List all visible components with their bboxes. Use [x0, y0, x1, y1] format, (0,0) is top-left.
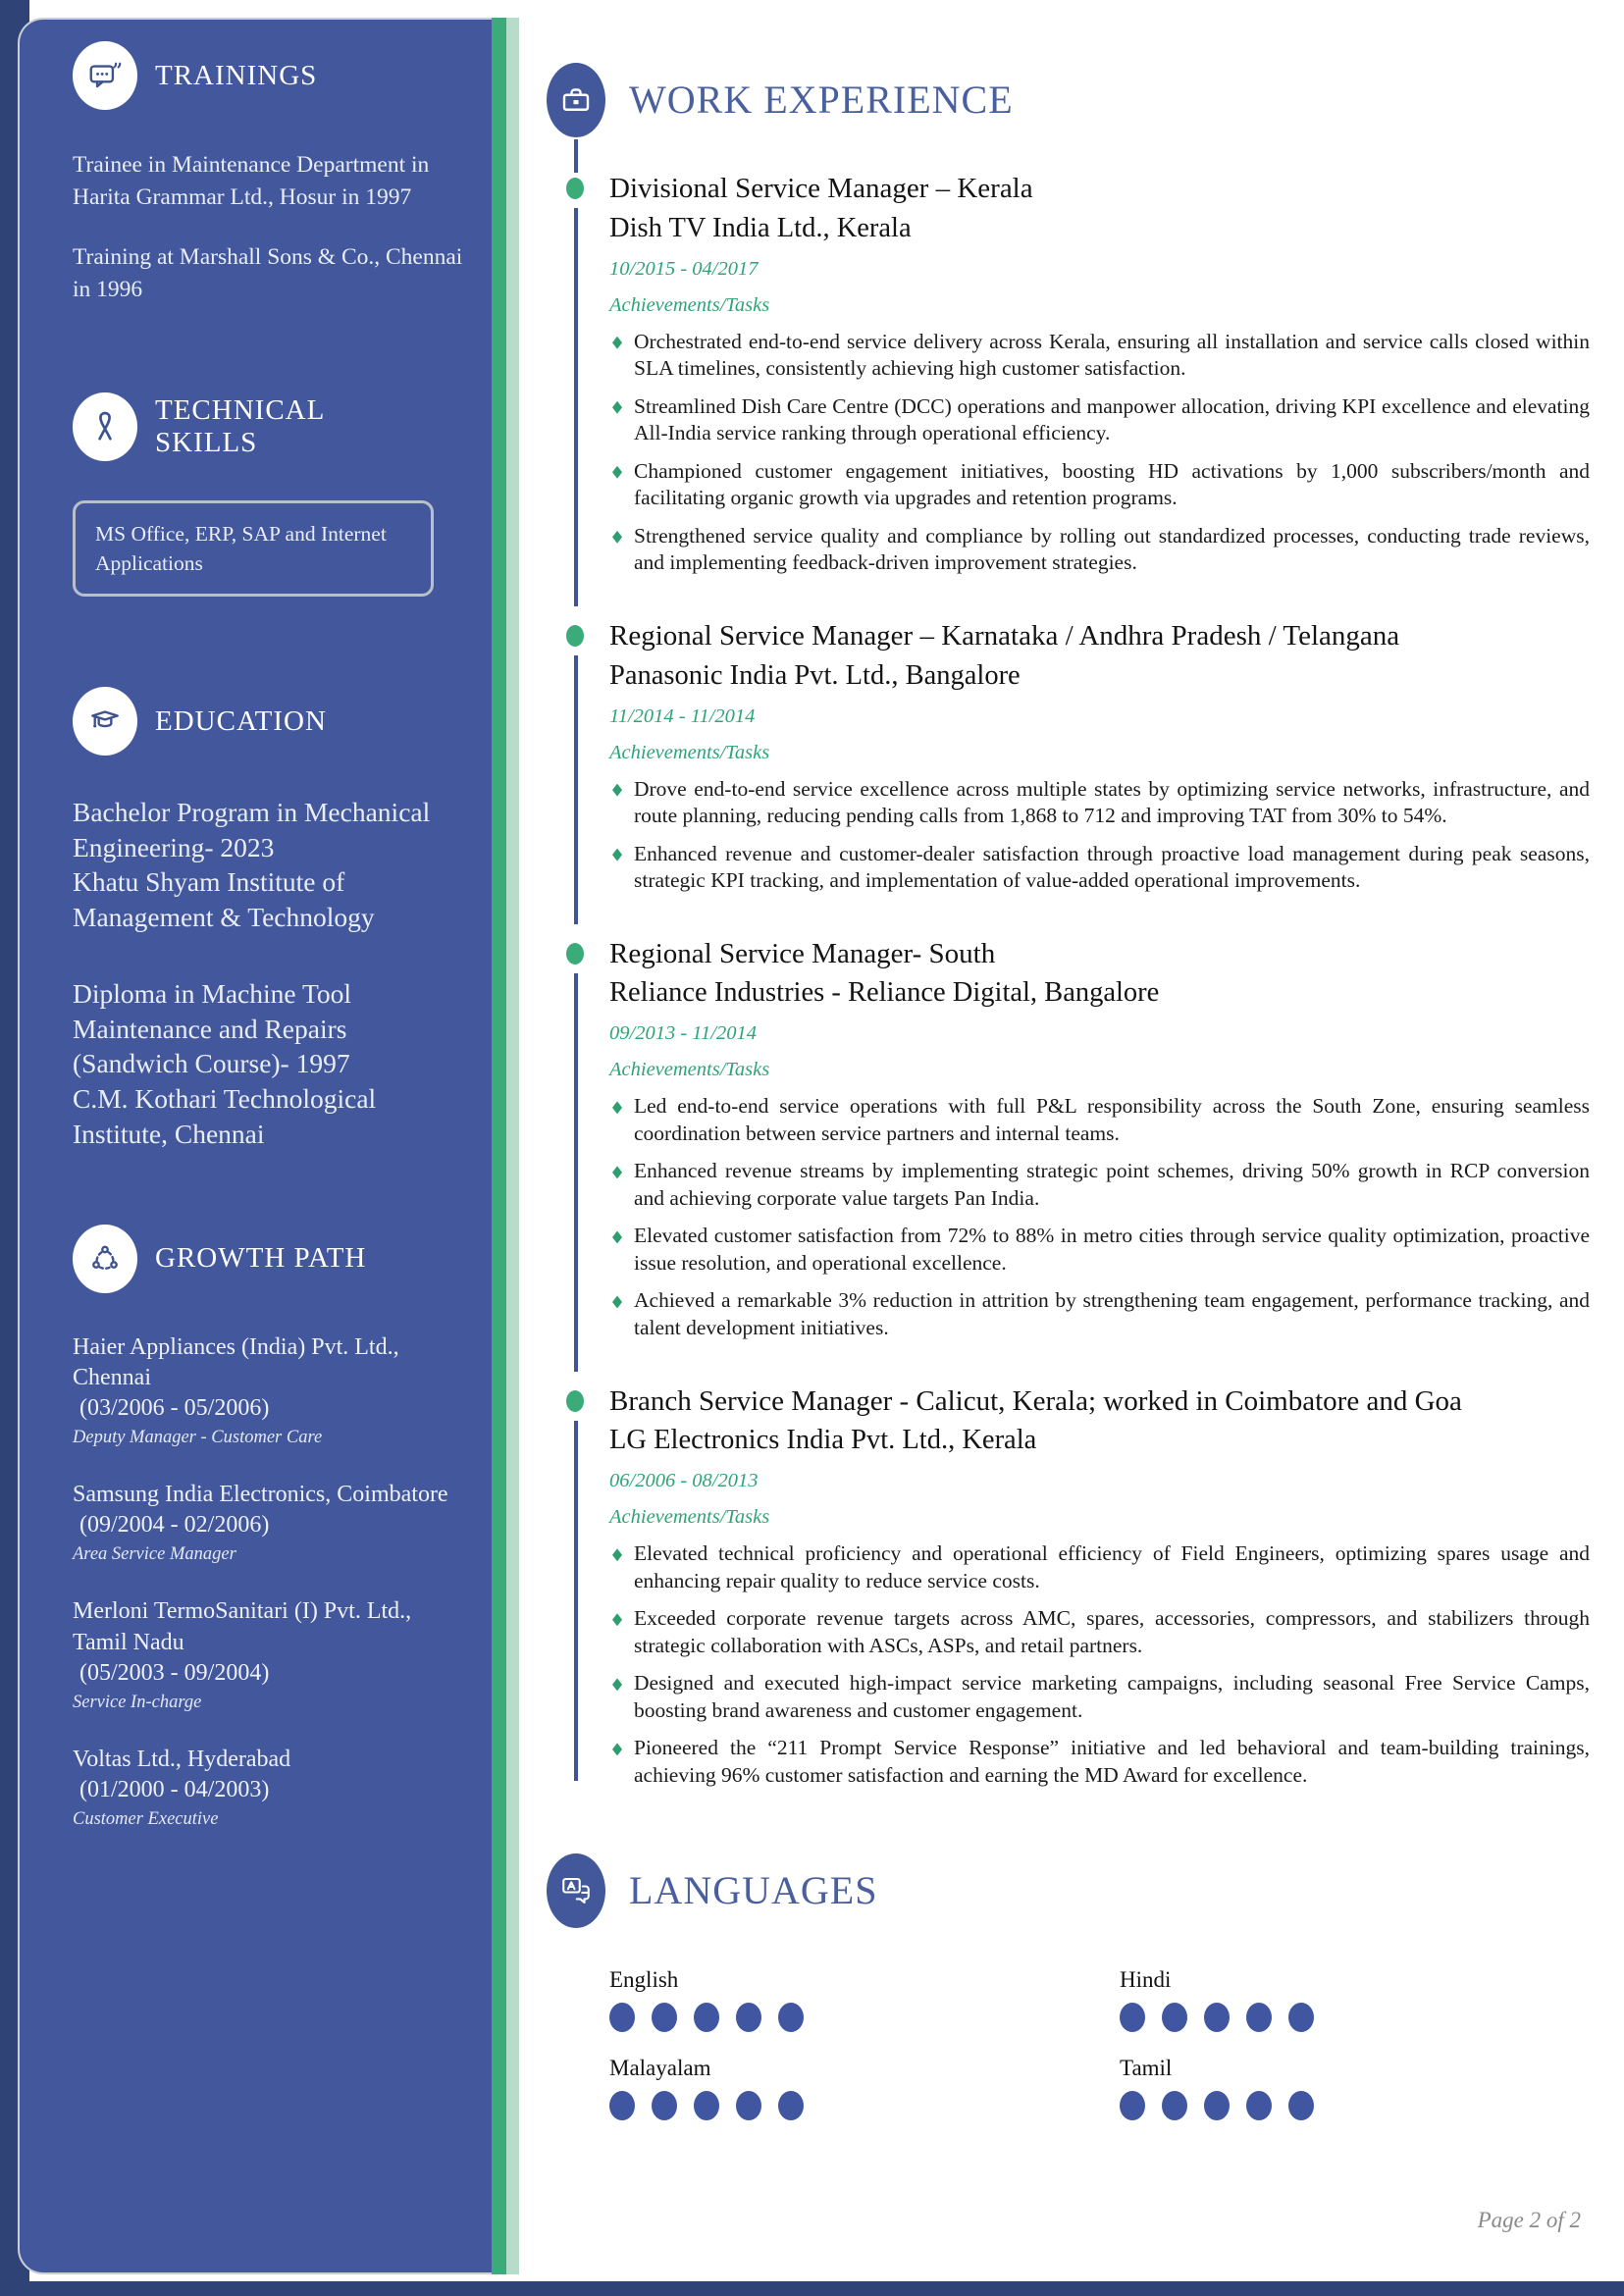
sidebar-section-title: TECHNICAL SKILLS: [155, 394, 325, 458]
growth-company: Samsung India Electronics, Coimbatore: [73, 1482, 448, 1508]
job-entry: [547, 936, 1590, 1342]
briefcase-icon: [547, 63, 605, 137]
languages-header: [547, 1853, 1590, 1928]
timeline-dot: [566, 1390, 584, 1412]
language-name: Malayalam: [609, 2056, 711, 2081]
language-level-dot: [1120, 2003, 1145, 2032]
job-company: Dish TV India Ltd., Kerala: [609, 212, 912, 243]
languages-grid: [547, 1967, 1590, 2120]
language-level-dot: [694, 2091, 719, 2120]
growth-company: Merloni TermoSanitari (I) Pvt. Ltd., Tamil Nadu: [73, 1598, 412, 1655]
accent-stripe-dark-green: [492, 18, 506, 2274]
language-level-dot: [778, 2003, 804, 2032]
achievements-label: Achievements/Tasks: [609, 1059, 770, 1081]
sidebar-section-growth-path: [73, 1225, 466, 1833]
training-item: Training at Marshall Sons & Co., Chennai in 1996: [73, 243, 463, 302]
timeline-dot: [566, 178, 584, 199]
job-entry: [547, 618, 1590, 895]
job-dates: 09/2013 - 11/2014: [609, 1022, 757, 1045]
timeline-dot: [566, 943, 584, 965]
language-item: [609, 1967, 1120, 2032]
language-level-dot: [1120, 2091, 1145, 2120]
achievements-label: Achievements/Tasks: [609, 741, 770, 763]
language-item: [1120, 2056, 1624, 2120]
job-company: Reliance Industries - Reliance Digital, Bangalore: [609, 977, 1160, 1009]
education-school: Khatu Shyam Institute of Management & Technology: [73, 866, 375, 932]
growth-path-entry: [73, 1332, 466, 1451]
growth-role: Area Service Manager: [73, 1544, 236, 1565]
language-level-dot: [1288, 2091, 1314, 2120]
job-dates: 10/2015 - 04/2017: [609, 257, 759, 280]
job-bullet: Enhanced revenue streams by implementing strategic point schemes, driving 50% growth in RCP conversion and achieving corporate value targets Pan India.: [609, 1158, 1590, 1212]
job-bullet: Championed customer engagement initiatives, boosting HD activations by 1,000 subscribers/month and facilitating organic growth via upgrades and retention programs.: [609, 458, 1590, 512]
page-number: Page 2 of 2: [1477, 2208, 1581, 2232]
sidebar-section-title: GROWTH PATH: [155, 1242, 367, 1275]
job-title: Regional Service Manager- South: [609, 937, 996, 969]
accent-stripe-light-green: [506, 18, 519, 2274]
education-header: [73, 687, 466, 756]
job-title: Branch Service Manager - Calicut, Kerala; worked in Coimbatore and Goa: [609, 1384, 1462, 1417]
chat-quote-icon: [73, 41, 137, 110]
page-bottom-edge-bar: [0, 2281, 1624, 2296]
job-bullet: Elevated technical proficiency and operational efficiency of Field Engineers, optimizing spares usage and enhancing repair quality to reduce service costs.: [609, 1540, 1590, 1594]
growth-dates: (03/2006 - 05/2006): [79, 1394, 270, 1421]
trainings-header: [73, 41, 466, 110]
job-bullet: Led end-to-end service operations with full P&L responsibility across the South Zone, ensuring seamless coordination between service partners and internal teams.: [609, 1093, 1590, 1147]
growth-role: Service In-charge: [73, 1692, 202, 1712]
job-bullet: Streamlined Dish Care Centre (DCC) operations and manpower allocation, driving KPI excellence and elevating All-India service ranking through operational efficiency.: [609, 393, 1590, 447]
job-bullets: [609, 1093, 1590, 1341]
network-icon: [73, 1225, 137, 1293]
timeline-connector: [574, 139, 578, 173]
achievements-label: Achievements/Tasks: [609, 293, 770, 316]
translate-icon: [547, 1853, 605, 1928]
education-degree: Diploma in Machine Tool Maintenance and Repairs (Sandwich Course)- 1997: [73, 977, 351, 1079]
language-item: [1120, 1967, 1624, 2032]
technical-skills-box: MS Office, ERP, SAP and Internet Applications: [73, 500, 434, 597]
language-level-dot: [778, 2091, 804, 2120]
job-bullets: [609, 776, 1590, 895]
growth-role: Deputy Manager - Customer Care: [73, 1428, 323, 1448]
language-name: Tamil: [1120, 2056, 1173, 2081]
job-title: Regional Service Manager – Karnataka / Andhra Pradesh / Telangana: [609, 619, 1400, 652]
work-experience-section: [547, 63, 1590, 1789]
education-entry: [73, 795, 466, 935]
job-bullet: Designed and executed high-impact service marketing campaigns, including seasonal Free Service Camps, boosting brand awareness and customer engagement.: [609, 1670, 1590, 1724]
language-level-dot: [609, 2003, 635, 2032]
growth-role: Customer Executive: [73, 1809, 219, 1830]
language-level: [609, 2003, 1120, 2032]
language-item: [609, 2056, 1120, 2120]
language-level-dot: [1246, 2003, 1272, 2032]
growth-company: Haier Appliances (India) Pvt. Ltd., Chennai: [73, 1333, 399, 1390]
section-title: WORK EXPERIENCE: [629, 78, 1014, 122]
language-level-dot: [694, 2003, 719, 2032]
sidebar-section-technical-skills: [73, 392, 466, 597]
education-school: C.M. Kothari Technological Institute, Chennai: [73, 1083, 377, 1149]
job-dates: 11/2014 - 11/2014: [609, 704, 756, 727]
growth-path-entry: [73, 1480, 466, 1567]
language-level-dot: [652, 2091, 677, 2120]
technical-skills-header: [73, 392, 466, 461]
job-entry: [547, 171, 1590, 577]
language-level: [1120, 2003, 1624, 2032]
job-dates: 06/2006 - 08/2013: [609, 1470, 759, 1492]
education-entry: [73, 976, 466, 1152]
timeline-dot: [566, 625, 584, 647]
job-bullet: Achieved a remarkable 3% reduction in attrition by strengthening team engagement, performance tracking, and talent development initiatives.: [609, 1287, 1590, 1341]
language-level: [1120, 2091, 1624, 2120]
sidebar-section-title: EDUCATION: [155, 704, 327, 737]
achievements-label: Achievements/Tasks: [609, 1506, 770, 1529]
language-level-dot: [652, 2003, 677, 2032]
graduation-cap-icon: [73, 687, 137, 756]
sidebar-section-title: TRAININGS: [155, 59, 318, 91]
section-title: LANGUAGES: [629, 1868, 878, 1913]
language-level-dot: [1288, 2003, 1314, 2032]
job-bullets: [609, 329, 1590, 577]
language-level-dot: [1162, 2091, 1187, 2120]
language-name: Hindi: [1120, 1967, 1172, 1993]
sidebar-section-trainings: [73, 41, 466, 306]
job-bullet: Drove end-to-end service excellence across multiple states by optimizing service networks, infrastructure, and route planning, reducing pending calls from 1,868 to 712 and improving TAT from 30% to 54%.: [609, 776, 1590, 830]
job-bullet: Orchestrated end-to-end service delivery across Kerala, ensuring all installation and service calls closed within SLA timelines, consistently achieving high customer satisfaction.: [609, 329, 1590, 383]
education-degree: Bachelor Program in Mechanical Engineering- 2023: [73, 796, 431, 862]
language-level-dot: [1162, 2003, 1187, 2032]
language-level-dot: [1246, 2091, 1272, 2120]
growth-company: Voltas Ltd., Hyderabad: [73, 1746, 291, 1772]
language-level-dot: [1204, 2003, 1230, 2032]
languages-section: [547, 1853, 1590, 2120]
growth-path-entry: [73, 1745, 466, 1832]
language-level-dot: [609, 2091, 635, 2120]
job-bullet: Exceeded corporate revenue targets across AMC, spares, accessories, compressors, and stabilizers through strategic collaboration with ASCs, ASPs, and retail partners.: [609, 1605, 1590, 1659]
job-company: Panasonic India Pvt. Ltd., Bangalore: [609, 659, 1021, 691]
growth-dates: (09/2004 - 02/2006): [79, 1512, 270, 1539]
growth-dates: (05/2003 - 09/2004): [79, 1659, 270, 1686]
training-item: Trainee in Maintenance Department in Harita Grammar Ltd., Hosur in 1997: [73, 152, 430, 210]
language-level-dot: [736, 2003, 761, 2032]
work-experience-header: [547, 63, 1590, 137]
job-company: LG Electronics India Pvt. Ltd., Kerala: [609, 1425, 1037, 1456]
job-entry: [547, 1383, 1590, 1790]
job-title: Divisional Service Manager – Kerala: [609, 173, 1033, 204]
job-bullet: Strengthened service quality and compliance by rolling out standardized processes, conducting trade reviews, and implementing feedback-driven improvement strategies.: [609, 523, 1590, 577]
main-content: [547, 63, 1590, 2120]
language-level-dot: [736, 2091, 761, 2120]
language-level-dot: [1204, 2091, 1230, 2120]
sidebar: [18, 18, 492, 2274]
job-bullet: Elevated customer satisfaction from 72% to 88% in metro cities through service quality optimization, proactive issue resolution, and operational excellence.: [609, 1223, 1590, 1277]
language-name: English: [609, 1967, 679, 1993]
ribbon-icon: [73, 392, 137, 461]
growth-path-header: [73, 1225, 466, 1293]
language-level: [609, 2091, 1120, 2120]
job-bullets: [609, 1540, 1590, 1789]
jobs-list: [547, 171, 1590, 1789]
sidebar-section-education: [73, 687, 466, 1152]
growth-path-entry: [73, 1596, 466, 1715]
growth-dates: (01/2000 - 04/2003): [79, 1777, 270, 1803]
job-bullet: Enhanced revenue and customer-dealer satisfaction through proactive load management during peak seasons, strategic KPI tracking, and implementation of value-added operational improvements.: [609, 841, 1590, 895]
job-bullet: Pioneered the “211 Prompt Service Response” initiative and led behavioral and team-building trainings, achieving 96% customer satisfaction and earning the MD Award for excellence.: [609, 1735, 1590, 1789]
